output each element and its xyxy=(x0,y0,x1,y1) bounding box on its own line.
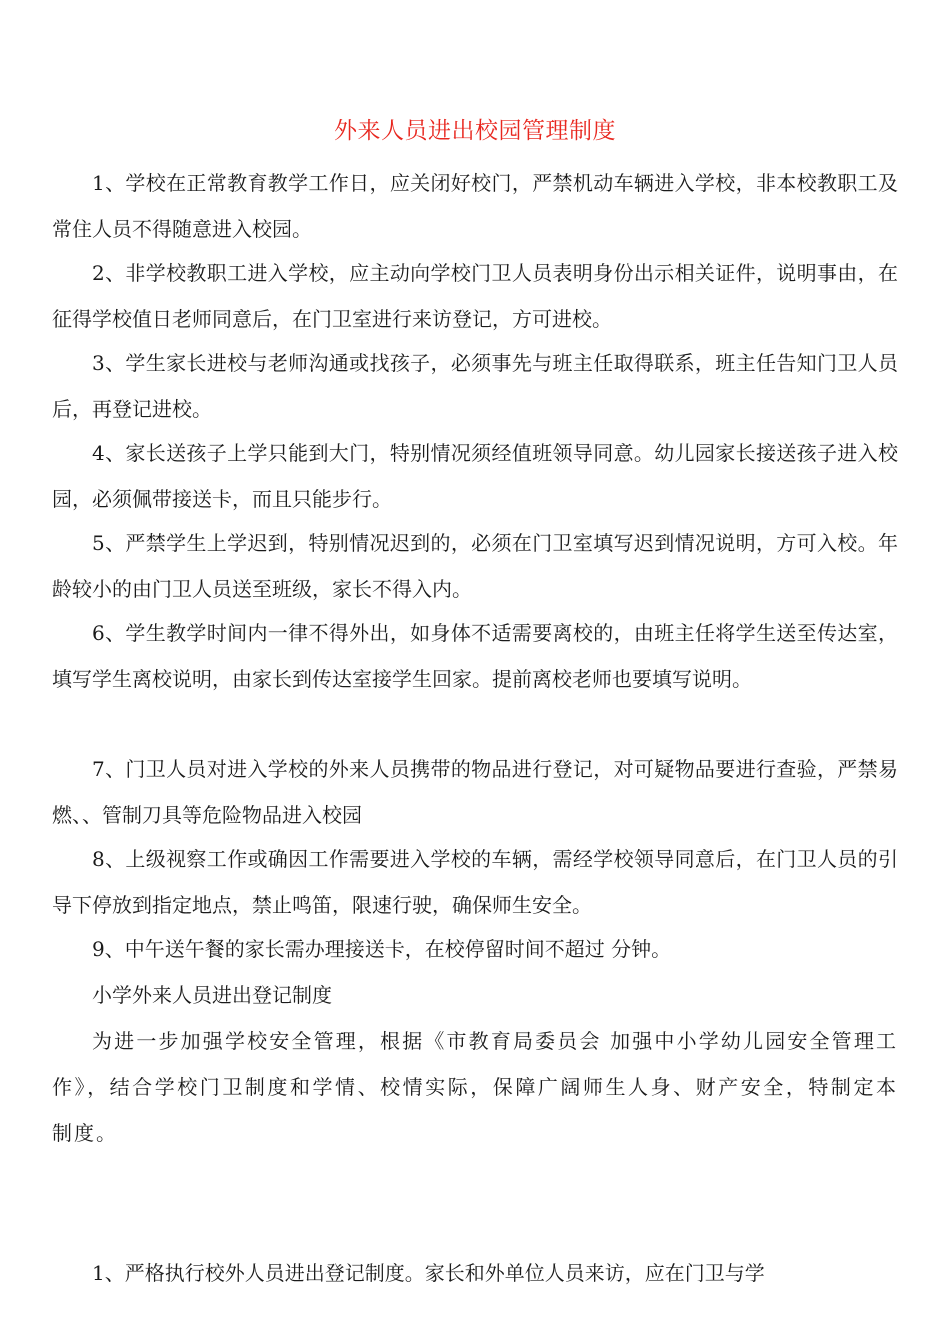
rule-paragraph-5: 5、严禁学生上学迟到，特别情况迟到的，必须在门卫室填写迟到情况说明，方可入校。年龄较小的由门卫人员送至班级，家长不得入内。 xyxy=(52,531,898,601)
final-paragraph: 1、严格执行校外人员进出登记制度。家长和外单位人员来访，应在门卫与学 xyxy=(92,1261,765,1285)
rule-paragraph-1: 1、学校在正常教育教学工作日，应关闭好校门，严禁机动车辆进入学校，非本校教职工及常住人员不得随意进入校园。 xyxy=(52,171,898,241)
intro-paragraph: 为进一步加强学校安全管理，根据《市教育局委员会 加强中小学幼儿园安全管理工作》，结合学校门卫制度和学情、校情实际，保障广阔师生人身、财产安全，特制定本制度。 xyxy=(52,1029,898,1145)
rule-paragraph-8: 8、上级视察工作或确因工作需要进入学校的车辆，需经学校领导同意后，在门卫人员的引导下停放到指定地点，禁止鸣笛，限速行驶，确保师生安全。 xyxy=(52,847,898,917)
rule-paragraph-6: 6、学生教学时间内一律不得外出，如身体不适需要离校的，由班主任将学生送至传达室，填写学生离校说明，由家长到传达室接学生回家。提前离校老师也要填写说明。 xyxy=(52,621,898,691)
rule-paragraph-9: 9、中午送午餐的家长需办理接送卡，在校停留时间不超过 分钟。 xyxy=(92,937,672,961)
rule-paragraph-7: 7、门卫人员对进入学校的外来人员携带的物品进行登记，对可疑物品要进行查验，严禁易燃、、管制刀具等危险物品进入校园 xyxy=(52,757,898,827)
section-subheading: 小学外来人员进出登记制度 xyxy=(92,983,332,1007)
rule-paragraph-3: 3、学生家长进校与老师沟通或找孩子，必须事先与班主任取得联系，班主任告知门卫人员后，再登记进校。 xyxy=(52,351,898,421)
rule-paragraph-2: 2、非学校教职工进入学校，应主动向学校门卫人员表明身份出示相关证件，说明事由，在征得学校值日老师同意后，在门卫室进行来访登记，方可进校。 xyxy=(52,261,898,331)
document-title: 外来人员进出校园管理制度 xyxy=(334,118,616,144)
rule-paragraph-4: 4、家长送孩子上学只能到大门，特别情况须经值班领导同意。幼儿园家长接送孩子进入校园，必须佩带接送卡，而且只能步行。 xyxy=(52,441,898,511)
